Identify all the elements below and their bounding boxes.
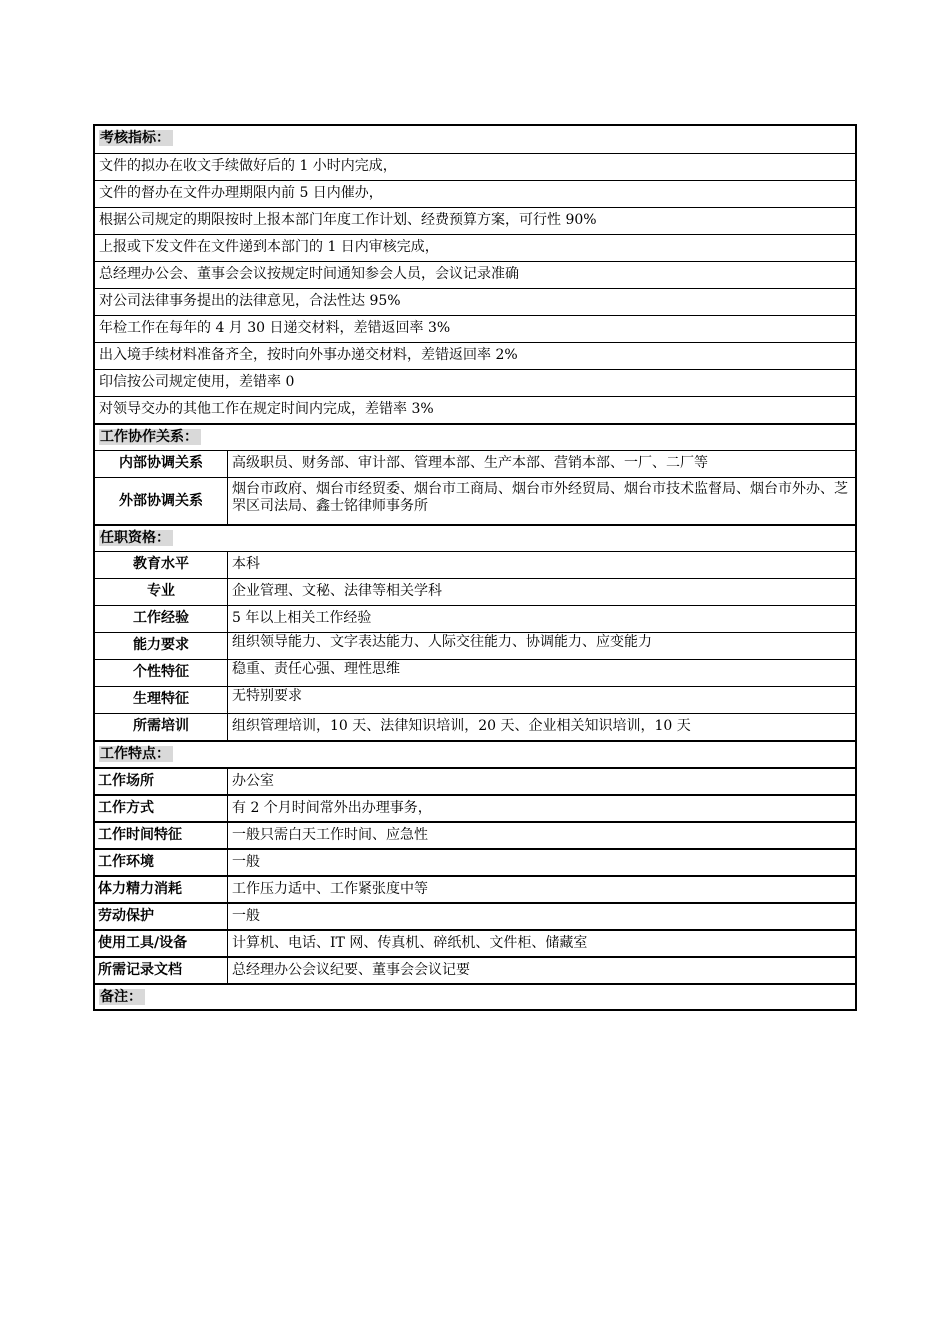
cooperation-header-row [95,423,855,450]
qualification-label: 生理特征 [95,687,228,713]
feature-value: 总经理办公会议纪要、董事会会议记要 [232,962,470,978]
internal-coordination-row [95,450,855,477]
job-description-table [93,124,857,1011]
assessment-item: 文件的督办在文件办理期限内前 5 日内催办， [99,185,383,201]
assessment-item: 文件的拟办在收文手续做好后的 1 小时内完成， [99,158,397,174]
assessment-item: 总经理办公会、董事会会议按规定时间通知参会人员，会议记录准确 [99,266,519,282]
assessment-item: 年检工作在每年的 4 月 30 日递交材料，差错返回率 3% [99,320,451,336]
qualification-value: 无特别要求 [232,688,302,704]
feature-row [95,875,855,902]
assessment-row [95,207,855,234]
qualification-label: 所需培训 [95,714,228,740]
assessment-row [95,396,855,423]
feature-label: 工作时间特征 [95,823,228,848]
feature-row [95,794,855,821]
qualification-value: 5 年以上相关工作经验 [232,610,372,626]
feature-value: 一般只需白天工作时间、应急性 [232,827,428,843]
assessment-row [95,288,855,315]
external-coordination-label: 外部协调关系 [95,478,228,524]
external-coordination-value: 烟台市政府、烟台市经贸委、烟台市工商局、烟台市外经贸局、烟台市技术监督局、烟台市外办、芝罘区司法局、鑫士铭律师事务所 [232,481,848,514]
qualification-row [95,713,855,740]
qualification-label: 工作经验 [95,606,228,632]
feature-value: 计算机、电话、IT 网、传真机、碎纸机、文件柜、储藏室 [232,935,588,951]
feature-label: 劳动保护 [95,904,228,929]
qualification-row [95,659,855,686]
qualification-row [95,551,855,578]
feature-row [95,821,855,848]
qualification-value: 组织管理培训，10 天、法律知识培训，20 天、企业相关知识培训，10 天 [232,718,691,734]
assessment-row [95,342,855,369]
qualification-row [95,578,855,605]
internal-coordination-value: 高级职员、财务部、审计部、管理本部、生产本部、营销本部、一厂、二厂等 [232,455,708,471]
qualifications-header: 任职资格： [99,530,173,546]
qualification-row [95,605,855,632]
qualification-value: 本科 [232,556,260,572]
feature-row [95,956,855,983]
qualification-label: 专业 [95,579,228,605]
feature-value: 有 2 个月时间常外出办理事务， [232,800,432,816]
assessment-item: 上报或下发文件在文件递到本部门的 1 日内审核完成， [99,239,439,255]
qualification-value: 企业管理、文秘、法律等相关学科 [232,583,442,599]
feature-value: 工作压力适中、工作紧张度中等 [232,881,428,897]
qualification-label: 教育水平 [95,552,228,578]
feature-label: 使用工具/设备 [95,931,228,956]
assessment-item: 出入境手续材料准备齐全，按时向外事办递交材料，差错返回率 2% [99,347,518,363]
assessment-row [95,315,855,342]
qualification-label: 能力要求 [95,633,228,659]
assessment-item: 印信按公司规定使用，差错率 0 [99,374,295,390]
assessment-row [95,180,855,207]
qualification-row [95,632,855,659]
assessment-item: 根据公司规定的期限按时上报本部门年度工作计划、经费预算方案，可行性 90% [99,212,597,228]
external-coordination-row [95,477,855,524]
feature-value: 一般 [232,854,260,870]
qualification-value: 稳重、责任心强、理性思维 [232,661,400,677]
feature-row [95,902,855,929]
feature-label: 工作环境 [95,850,228,875]
features-header-row [95,740,855,767]
assessment-row [95,153,855,180]
assessment-item: 对公司法律事务提出的法律意见，合法性达 95% [99,293,401,309]
internal-coordination-label: 内部协调关系 [95,451,228,477]
feature-value: 一般 [232,908,260,924]
qualification-row [95,686,855,713]
assessment-header: 考核指标： [99,130,173,146]
assessment-row [95,369,855,396]
assessment-row [95,261,855,288]
feature-row [95,767,855,794]
qualification-label: 个性特征 [95,660,228,686]
feature-label: 工作方式 [95,796,228,821]
assessment-header-row [95,126,855,153]
remarks-header: 备注： [99,989,145,1005]
qualification-value: 组织领导能力、文字表达能力、人际交往能力、协调能力、应变能力 [232,634,652,650]
feature-row [95,929,855,956]
feature-label: 体力精力消耗 [95,877,228,902]
assessment-row [95,234,855,261]
cooperation-header: 工作协作关系： [99,429,201,445]
assessment-item: 对领导交办的其他工作在规定时间内完成，差错率 3% [99,401,434,417]
feature-row [95,848,855,875]
feature-value: 办公室 [232,773,274,789]
feature-label: 所需记录文档 [95,958,228,983]
qualifications-header-row [95,524,855,551]
feature-label: 工作场所 [95,769,228,794]
features-header: 工作特点： [99,746,173,762]
remarks-row [95,983,855,1009]
